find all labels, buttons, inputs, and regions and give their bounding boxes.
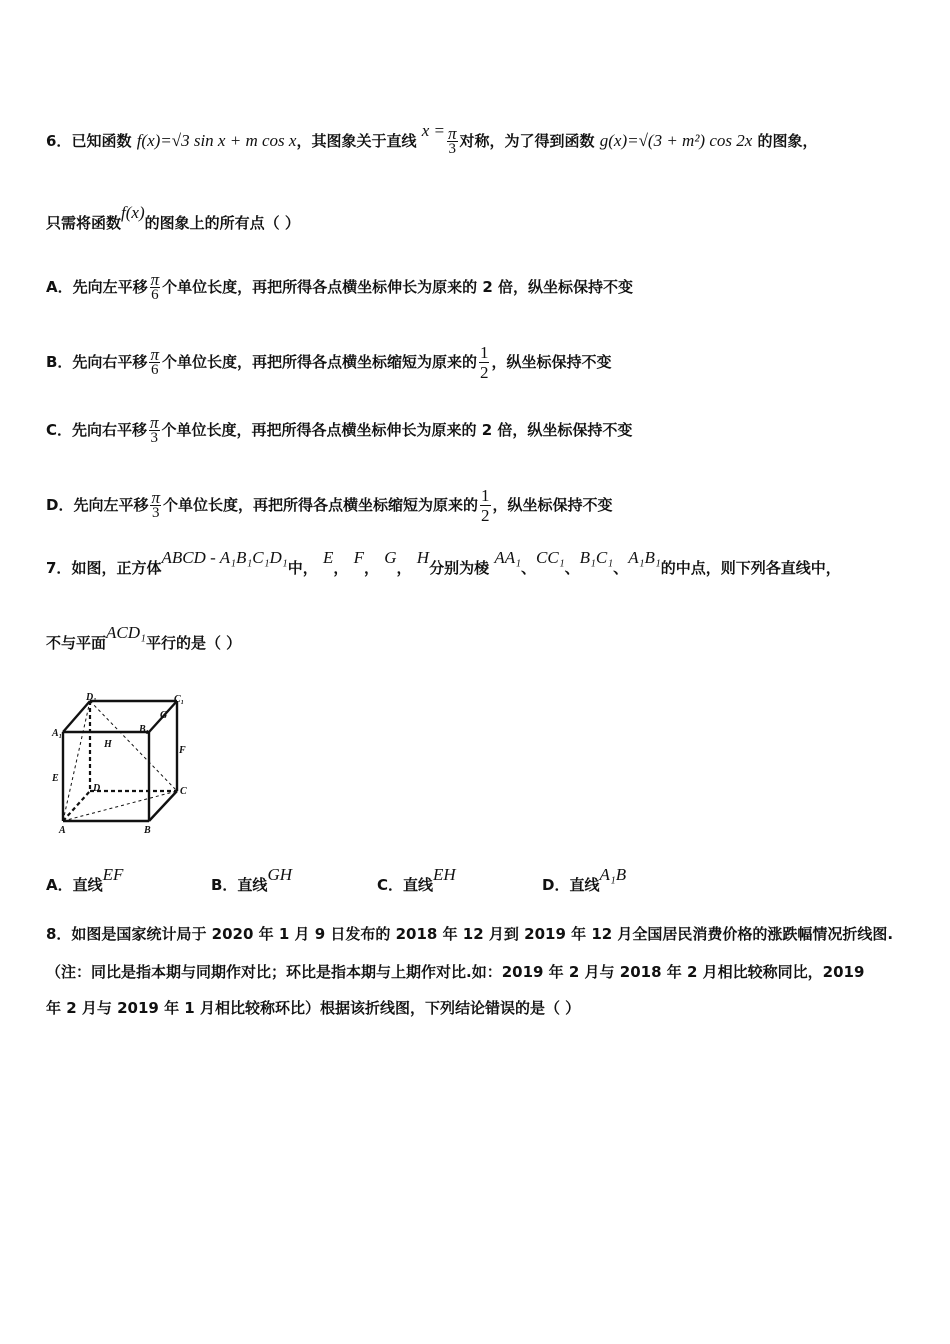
q6-text: 已知函数 bbox=[71, 132, 132, 150]
label-c1: C₁ bbox=[174, 694, 185, 705]
frac-num: π bbox=[150, 345, 159, 364]
math-x-eq: x = bbox=[421, 121, 445, 140]
frac-den: 6 bbox=[151, 287, 159, 303]
math-h: H bbox=[416, 548, 430, 567]
fraction bbox=[150, 490, 161, 521]
frac-num: π bbox=[151, 488, 160, 507]
label-g: G bbox=[160, 710, 168, 721]
option-label: D．先向左平移 bbox=[46, 496, 149, 514]
math-fx-def: =√3 sin x + m cos x bbox=[160, 131, 297, 150]
q7-number: 7． bbox=[46, 559, 72, 577]
label-f: F bbox=[179, 745, 186, 756]
math-cc1: CC₁ bbox=[536, 548, 565, 567]
q6-option-b[interactable] bbox=[46, 343, 612, 382]
label-a1: A₁ bbox=[52, 728, 63, 739]
math-aa1: AA₁ bbox=[494, 548, 521, 567]
q8-line1: 8．如图是国家统计局于 2020 年 1 月 9 日发布的 2018 年 12 月到 2019 年 12 月全国居民消费价格的涨跌幅情况折线图. bbox=[46, 925, 894, 943]
q6-option-c[interactable] bbox=[46, 415, 632, 446]
math-cube: ABCD - A₁B₁C₁D₁ bbox=[161, 548, 288, 567]
frac-num: 1 bbox=[481, 486, 490, 505]
label-d1: D₁ bbox=[86, 692, 97, 703]
math-fx: f(x) bbox=[121, 203, 145, 222]
frac-num: π bbox=[447, 124, 457, 143]
q7-text: 如图，正方体 bbox=[71, 559, 162, 577]
frac-num: 1 bbox=[479, 343, 489, 362]
q7-text: 中， bbox=[287, 559, 318, 577]
q6-number: 6． bbox=[46, 132, 72, 150]
q6-text: 的图象上的所有点（ ） bbox=[144, 214, 300, 232]
frac-den: 2 bbox=[481, 506, 490, 525]
label-e: E bbox=[52, 773, 59, 784]
sep: ， bbox=[333, 559, 349, 577]
option-text: 个单位长度，再把所得各点横坐标伸长为原来的 2 倍，纵坐标保持不变 bbox=[162, 278, 634, 296]
q7-text: 的中点，则下列各直线中， bbox=[660, 559, 841, 577]
q7-text: 分别为棱 bbox=[429, 559, 490, 577]
option-label: B．直线 bbox=[211, 876, 268, 894]
q7-line1 bbox=[46, 548, 841, 578]
label-h: H bbox=[104, 739, 112, 750]
option-math: EH bbox=[433, 865, 456, 884]
fraction-pi-3 bbox=[447, 126, 458, 157]
label-b1: B₁ bbox=[139, 724, 150, 735]
sep: 、 bbox=[521, 559, 537, 577]
fraction bbox=[149, 415, 160, 446]
q6-line1 bbox=[46, 121, 818, 157]
frac-den: 3 bbox=[448, 141, 456, 157]
option-label: A．直线 bbox=[46, 876, 103, 894]
option-text: 个单位长度，再把所得各点横坐标伸长为原来的 2 倍，纵坐标保持不变 bbox=[161, 421, 633, 439]
sep: ， bbox=[396, 559, 412, 577]
fraction bbox=[150, 272, 161, 303]
label-b: B bbox=[144, 825, 151, 836]
option-math: GH bbox=[267, 865, 292, 884]
math-e: E bbox=[322, 548, 334, 567]
label-d: D bbox=[93, 783, 101, 794]
frac-num: π bbox=[150, 413, 159, 432]
option-math: EF bbox=[102, 865, 124, 884]
fraction-half bbox=[479, 343, 490, 382]
q7-option-d[interactable] bbox=[542, 865, 627, 895]
edge-a1d1 bbox=[63, 701, 90, 732]
q7-option-b[interactable] bbox=[211, 865, 292, 895]
option-label: C．先向右平移 bbox=[46, 421, 148, 439]
fraction-half bbox=[480, 486, 491, 525]
math-g: G bbox=[384, 548, 397, 567]
option-label: D．直线 bbox=[542, 876, 600, 894]
label-a: A bbox=[59, 825, 66, 836]
frac-den: 2 bbox=[479, 363, 489, 382]
math-gx: g(x) bbox=[599, 131, 628, 150]
q8-line3: 年 2 月与 2019 年 1 月相比较称环比）根据该折线图，下列结论错误的是（ ） bbox=[46, 999, 581, 1017]
q7-text: 不与平面 bbox=[46, 634, 107, 652]
option-text: ，纵坐标保持不变 bbox=[492, 496, 613, 514]
q6-line2 bbox=[46, 203, 300, 233]
math-b1c1: B₁C₁ bbox=[579, 548, 614, 567]
math-fx: f(x) bbox=[136, 131, 161, 150]
diag-ac bbox=[63, 791, 177, 821]
fraction bbox=[149, 347, 160, 378]
q7-line2 bbox=[46, 623, 242, 653]
cube-figure bbox=[46, 690, 196, 840]
q6-option-a[interactable] bbox=[46, 272, 633, 303]
frac-den: 3 bbox=[150, 430, 159, 446]
sep: ， bbox=[364, 559, 380, 577]
q6-text: 对称，为了得到函数 bbox=[459, 132, 595, 150]
q7-text: 平行的是（ ） bbox=[145, 634, 242, 652]
frac-den: 6 bbox=[150, 362, 159, 378]
option-math: A₁B bbox=[599, 865, 627, 884]
option-label: B．先向右平移 bbox=[46, 353, 148, 371]
sep: 、 bbox=[613, 559, 629, 577]
math-plane: ACD₁ bbox=[106, 623, 146, 642]
edge-bc bbox=[149, 791, 177, 821]
q6-text: 的图象， bbox=[757, 132, 818, 150]
math-f: F bbox=[353, 548, 364, 567]
math-a1b1: A₁B₁ bbox=[628, 548, 661, 567]
q6-text: 只需将函数 bbox=[46, 214, 122, 232]
option-label: A．先向左平移 bbox=[46, 278, 148, 296]
sep: 、 bbox=[564, 559, 580, 577]
q7-option-c[interactable] bbox=[377, 865, 456, 895]
label-c: C bbox=[180, 786, 187, 797]
option-text: 个单位长度，再把所得各点横坐标缩短为原来的 bbox=[162, 496, 478, 514]
option-text: ，纵坐标保持不变 bbox=[491, 353, 612, 371]
q6-text: ，其图象关于直线 bbox=[296, 132, 417, 150]
option-label: C．直线 bbox=[377, 876, 434, 894]
frac-num: π bbox=[150, 270, 160, 289]
math-gx-def: =√(3 + m²) cos 2x bbox=[627, 131, 753, 150]
frac-den: 3 bbox=[151, 505, 160, 521]
edge-ad-hidden bbox=[63, 791, 90, 821]
q6-option-d[interactable] bbox=[46, 486, 613, 525]
option-text: 个单位长度，再把所得各点横坐标缩短为原来的 bbox=[161, 353, 477, 371]
diag-ad1 bbox=[63, 701, 90, 821]
q7-option-a[interactable] bbox=[46, 865, 124, 895]
q8-line2: （注：同比是指本期与同期作对比；环比是指本期与上期作对比.如：2019 年 2 月与 2018 年 2 月相比较称同比，2019 bbox=[46, 963, 865, 981]
